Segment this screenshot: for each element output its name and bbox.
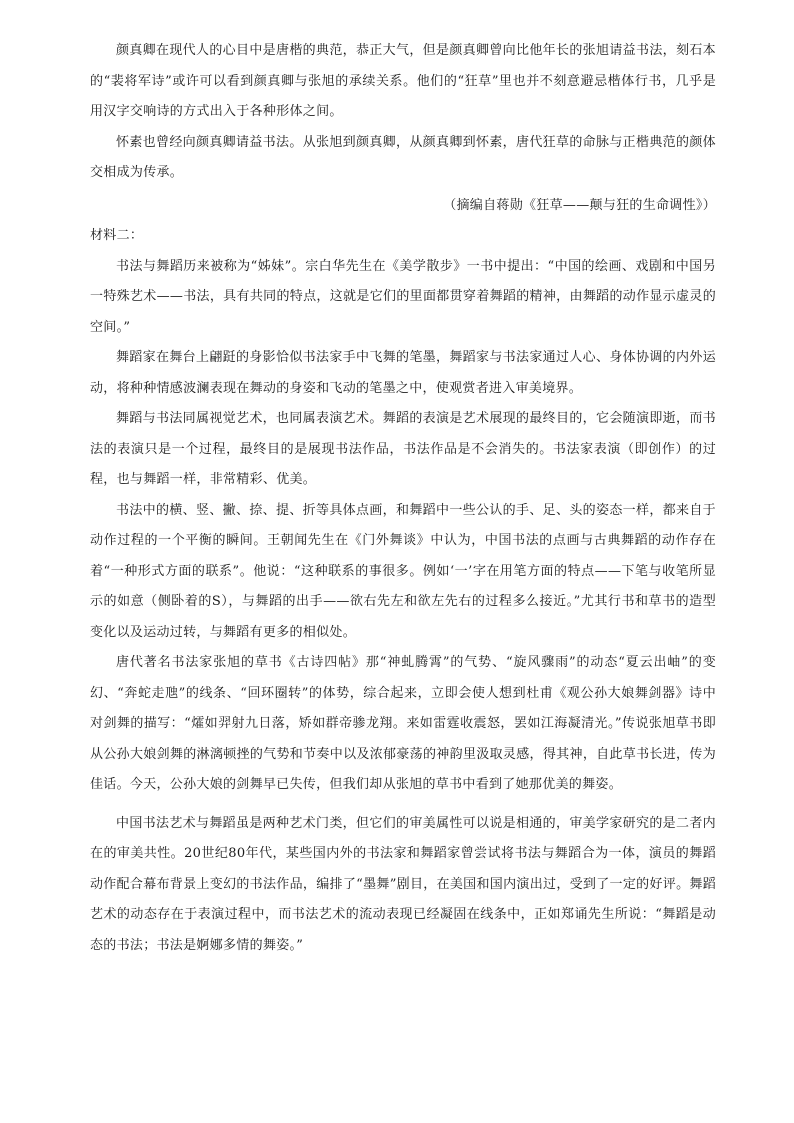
paragraph-aesthetic-commonality: 中国书法艺术与舞蹈虽是两种艺术门类，但它们的审美属性可以说是相通的，审美学家研究的是二者内在的审美共性。20世纪80年代，某些国内外的书法家和舞蹈家曾尝试将书法与舞蹈合为一体，演员的舞蹈动作配合幕布背景上变幻的书法作品，编排了“墨舞”剧目，在美国和国内演出过，受到了一定的好评。舞蹈艺术的动态存在于表演过程中，而书法艺术的流动表现已经凝固在线条中，正如郑诵先生所说：“舞蹈是动态的书法；书法是婀娜多情的舞姿。”	[90, 815, 716, 953]
paragraph-visual-performance: 舞蹈与书法同属视觉艺术，也同属表演艺术。舞蹈的表演是艺术展现的最终目的，它会随演即逝，而书法的表演只是一个过程，最终目的是展现书法作品，书法作品是不会消失的。书法家表演（即创作）的过程，也与舞蹈一样，非常精彩、优美。	[90, 411, 716, 487]
document-page	[90, 36, 716, 961]
source-citation: （摘编自蒋勋《狂草——颠与狂的生命调性》）	[443, 197, 716, 213]
section-heading-material-two: 材料二：	[90, 228, 144, 243]
paragraph-strokes-balance: 书法中的横、竖、撇、捺、提、折等具体点画，和舞蹈中一些公认的手、足、头的姿态一样，都来自于动作过程的一个平衡的瞬间。王朝闻先生在《门外舞谈》中认为，中国书法的点画与古典舞蹈的动作存在着“一种形式方面的联系”。他说：“这种联系的事很多。例如‘一’字在用笔方面的特点——下笔与收笔所显示的如意（侧卧着的S），与舞蹈的出手——欲右先左和欲左先右的过程多么接近。”尤其行书和草书的造型变化以及运动过转，与舞蹈有更多的相似处。	[90, 502, 716, 640]
paragraph-dancer-stage: 舞蹈家在舞台上翩跹的身影恰似书法家手中飞舞的笔墨，舞蹈家与书法家通过人心、身体协调的内外运动，将种种情感波澜表现在舞动的身姿和飞动的笔墨之中，使观赏者进入审美境界。	[90, 350, 716, 396]
paragraph-gap	[90, 801, 716, 809]
paragraph-sisters: 书法与舞蹈历来被称为“姊妹”。宗白华先生在《美学散步》一书中提出：“中国的绘画、戏剧和中国另一特殊艺术——书法，具有共同的特点，这就是它们的里面都贯穿着舞蹈的精神，由舞蹈的动作显示虚灵的空间。”	[90, 258, 716, 335]
paragraph-yan-zhenqing: 颜真卿在现代人的心目中是唐楷的典范，恭正大气，但是颜真卿曾向比他年长的张旭请益书法，刻石本的“裴将军诗”或许可以看到颜真卿与张旭的承续关系。他们的“狂草”里也并不刻意避忌楷体行书，几乎是用汉字交响诗的方式出入于各种形体之间。	[90, 43, 716, 119]
paragraph-zhang-xu-cursive: 唐代著名书法家张旭的草书《古诗四帖》那“神虬腾霄”的气势、“旋风骤雨”的动态“夏云出岫”的变幻、“奔蛇走虺”的线条、“回环圈转”的体势，综合起来，立即会使人想到杜甫《观公孙大娘舞剑器》诗中对剑舞的描写：“㸌如羿射九日落，矫如群帝骖龙翔。来如雷霆收震怒，罢如江海凝清光。”传说张旭草书即从公孙大娘剑舞的淋漓顿挫的气势和节奏中以及浓郁豪荡的神韵里汲取灵感，得其神，自此草书长进，传为佳话。今天，公孙大娘的剑舞早已失传，但我们却从张旭的草书中看到了她那优美的舞姿。	[90, 655, 716, 792]
paragraph-huai-su: 怀素也曾经向颜真卿请益书法。从张旭到颜真卿，从颜真卿到怀素，唐代狂草的命脉与正楷典范的颜体交相成为传承。	[90, 134, 716, 180]
